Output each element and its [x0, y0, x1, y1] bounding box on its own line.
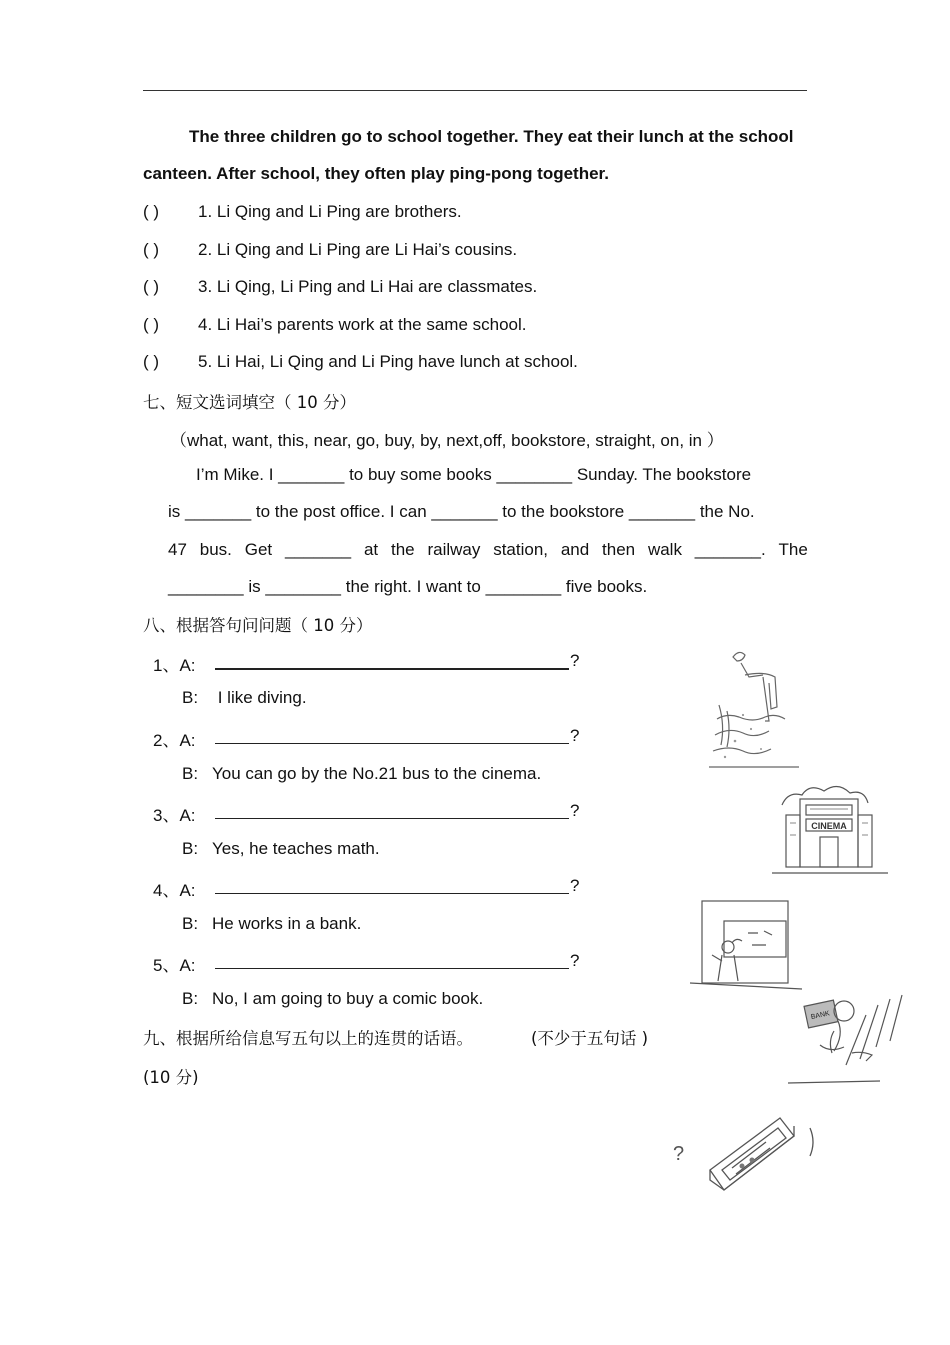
passage-line-2: canteen. After school, they often play ping-pong together. — [143, 164, 609, 183]
judge-paren-5[interactable]: ( ) — [143, 352, 160, 371]
word-bank: （what, want, this, near, go, buy, by, next,off, bookstore, straight, on, in ） — [170, 431, 724, 450]
cinema-picture — [770, 775, 890, 880]
judge-paren-1[interactable]: ( ) — [143, 202, 160, 221]
qa-2-qmark: ? — [570, 726, 580, 745]
qa-3-answer-line[interactable] — [215, 818, 569, 819]
qa-4-answer: He works in a bank. — [212, 914, 362, 933]
comic-book-picture — [670, 1110, 820, 1195]
judge-item-2: 2. Li Qing and Li Ping are Li Hai’s cousins. — [198, 240, 518, 259]
qa-3-answer: Yes, he teaches math. — [212, 839, 380, 858]
qa-3-label: 3、A: — [153, 806, 196, 825]
qa-4-qmark: ? — [570, 876, 580, 895]
section9-heading: 九、根据所给信息写五句以上的连贯的话语。 — [143, 1029, 473, 1048]
qa-1-answer-line[interactable] — [215, 668, 569, 670]
cloze-word: bus. — [199, 540, 232, 559]
qa-5-label: 5、A: — [153, 956, 196, 975]
judge-item-4: 4. Li Hai’s parents work at the same school. — [198, 315, 527, 334]
passage-line-1: The three children go to school together. They eat their lunch at the school — [189, 127, 794, 146]
qa-5-answer-line[interactable] — [215, 968, 569, 969]
qa-2-label: 2、A: — [153, 731, 196, 750]
judge-item-1: 1. Li Qing and Li Ping are brothers. — [198, 202, 462, 221]
judge-paren-4[interactable]: ( ) — [143, 315, 160, 334]
section9-note: (不少于五句话 ) — [531, 1029, 649, 1048]
qa-1-b-label: B: — [182, 688, 199, 707]
cloze-word: station, — [493, 540, 548, 559]
cloze-line-3 — [168, 540, 808, 560]
bank-sign: BANK — [810, 1010, 831, 1022]
qa-1-label: 1、A: — [153, 656, 196, 675]
qa-4-label: 4、A: — [153, 881, 196, 900]
cloze-word: The — [778, 540, 808, 559]
qa-1-answer: I like diving. — [213, 688, 307, 707]
cloze-line-1: I’m Mike. I _______ to buy some books ________ Sunday. The bookstore — [196, 465, 752, 484]
section8-heading: 八、根据答句问问题（ 10 分） — [143, 616, 373, 635]
cloze-word: then — [602, 540, 636, 559]
header-rule — [143, 90, 807, 91]
diving-picture — [705, 645, 805, 775]
qa-5-b-label: B: — [182, 989, 199, 1008]
judge-item-5: 5. Li Hai, Li Qing and Li Ping have lunch at school. — [198, 352, 578, 371]
qa-2-answer: You can go by the No.21 bus to the cinema. — [212, 764, 542, 783]
section9-score: (10 分) — [143, 1068, 199, 1087]
qa-3-b-label: B: — [182, 839, 199, 858]
judge-paren-3[interactable]: ( ) — [143, 277, 160, 296]
cloze-line-2: is _______ to the post office. I can _______ to the bookstore _______ the No. — [168, 502, 755, 521]
cinema-sign: CINEMA — [811, 821, 847, 831]
cloze-line-4: ________ is ________ the right. I want to ________ five books. — [168, 577, 648, 596]
qa-4-b-label: B: — [182, 914, 199, 933]
qa-2-b-label: B: — [182, 764, 199, 783]
qa-1-qmark: ? — [570, 651, 580, 670]
qa-5-qmark: ? — [570, 951, 580, 970]
bank-worker-picture — [786, 975, 914, 1090]
cloze-word: at — [363, 540, 379, 559]
cloze-blank[interactable]: _______ — [284, 540, 352, 559]
cloze-word: walk — [647, 540, 682, 559]
cloze-word: the — [390, 540, 415, 559]
qa-3-qmark: ? — [570, 801, 580, 820]
stray-qmark: ? — [673, 1143, 685, 1165]
qa-2-answer-line[interactable] — [215, 743, 569, 744]
cloze-word: and — [560, 540, 590, 559]
cloze-word: railway — [427, 540, 481, 559]
judge-paren-2[interactable]: ( ) — [143, 240, 160, 259]
cloze-word: 47 — [168, 540, 187, 559]
judge-item-3: 3. Li Qing, Li Ping and Li Hai are classmates. — [198, 277, 538, 296]
section7-heading: 七、短文选词填空（ 10 分） — [143, 393, 356, 412]
cloze-word: Get — [244, 540, 273, 559]
qa-4-answer-line[interactable] — [215, 893, 569, 894]
cloze-blank[interactable]: _______. — [694, 540, 766, 559]
qa-5-answer: No, I am going to buy a comic book. — [212, 989, 484, 1008]
